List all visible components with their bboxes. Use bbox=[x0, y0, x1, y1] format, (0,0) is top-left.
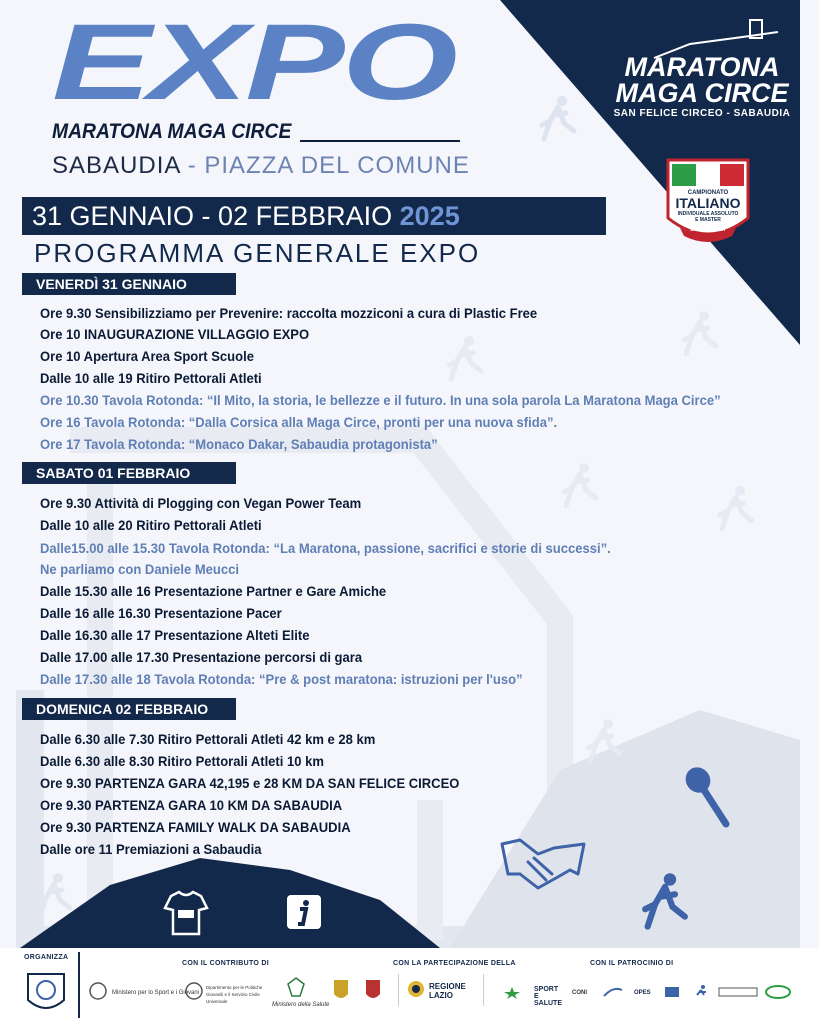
city-crest-icon bbox=[332, 978, 350, 1002]
organizza-label: ORGANIZZA bbox=[24, 954, 69, 961]
event-item: Ore 9.30 Sensibilizziamo per Prevenire: raccolta mozziconi a cura di Plastic Free bbox=[40, 305, 538, 321]
tshirt-icon bbox=[163, 886, 209, 938]
event-item: Ore 10 INAUGURAZIONE VILLAGGIO EXPO bbox=[40, 326, 310, 342]
day-header: DOMENICA 02 FEBBRAIO bbox=[22, 698, 236, 720]
event-item: Dalle 17.00 alle 17.30 Presentazione percorsi di gara bbox=[40, 649, 363, 665]
date-range: 31 GENNAIO - 02 FEBBRAIO bbox=[32, 201, 393, 231]
microphone-icon bbox=[682, 762, 738, 832]
day-header: VENERDÌ 31 GENNAIO bbox=[22, 273, 236, 295]
location-separator: - bbox=[180, 152, 205, 179]
runner-icon bbox=[34, 872, 74, 922]
event-item: Dalle 16 alle 16.30 Presentazione Pacer bbox=[40, 605, 282, 621]
green-logo-icon bbox=[764, 984, 792, 1000]
city-crest-icon bbox=[364, 978, 382, 1002]
flag-icon bbox=[664, 984, 680, 1000]
runner-icon bbox=[640, 872, 690, 934]
patrocinio-label: CON IL PATROCINIO DI bbox=[590, 960, 674, 967]
event-item: Dalle 6.30 alle 7.30 Ritiro Pettorali Atleti 42 km e 28 km bbox=[40, 731, 376, 747]
badge-top: CAMPIONATO bbox=[687, 190, 729, 196]
subtitle-underline bbox=[300, 140, 460, 142]
swoosh-icon bbox=[602, 984, 624, 1000]
date-year: 2025 bbox=[399, 201, 460, 231]
runner-icon bbox=[716, 485, 756, 535]
runner-icon bbox=[538, 95, 578, 145]
contributo-label: CON IL CONTRIBUTO DI bbox=[182, 960, 270, 967]
event-item: Ore 9.30 PARTENZA GARA 10 KM DA SABAUDIA bbox=[40, 797, 343, 813]
emblem-icon bbox=[184, 980, 204, 1002]
star-icon bbox=[502, 986, 522, 1000]
federation-logo-icon bbox=[718, 984, 758, 1000]
sponsor-sport-salute: SPORT E SALUTE bbox=[534, 986, 562, 1007]
date-banner bbox=[22, 197, 606, 235]
sponsor-dipartimento: Dipartimento per le Politiche Giovanili e il Servizio Civile Universale bbox=[206, 985, 263, 1004]
championship-badge bbox=[670, 190, 746, 233]
logo-line-maga-circe: MAGA CIRCE bbox=[615, 78, 789, 108]
badge-sub1: INDIVIDUALE ASSOLUTO bbox=[677, 211, 739, 217]
footer-divider bbox=[78, 952, 80, 1018]
event-item: Ore 16 Tavola Rotonda: “Dalla Corsica alla Maga Circe, pronti per una nuova sfida”. bbox=[40, 414, 558, 430]
event-item: Dalle ore 11 Premiazioni a Sabaudia bbox=[40, 841, 262, 857]
runner-icon bbox=[690, 984, 710, 1000]
regione-lazio-icon bbox=[407, 980, 425, 998]
logo-line-maratona: MARATONA bbox=[624, 52, 780, 82]
event-item: Ore 17 Tavola Rotonda: “Monaco Dakar, Sabaudia protagonista” bbox=[40, 436, 438, 452]
partecipazione-label: CON LA PARTECIPAZIONE DELLA bbox=[393, 960, 516, 967]
event-item: Ore 10 Apertura Area Sport Scuole bbox=[40, 348, 254, 364]
location-place: PIAZZA DEL COMUNE bbox=[204, 152, 470, 179]
sponsor-salute: Ministero della Salute bbox=[272, 1002, 330, 1008]
regione-box bbox=[398, 974, 484, 1006]
sponsor-ministero: Ministero per lo Sport e i Giovani bbox=[112, 990, 200, 996]
badge-foot: DI MARATONA bbox=[690, 227, 726, 233]
runner-icon bbox=[680, 310, 720, 360]
logo-line-towns: SAN FELICE CIRCEO - SABAUDIA bbox=[613, 108, 791, 119]
runner-icon bbox=[584, 718, 624, 768]
location-city: SABAUDIA bbox=[52, 152, 181, 179]
event-item: Dalle 10 alle 19 Ritiro Pettorali Atleti bbox=[40, 370, 262, 386]
event-item: Dalle 15.30 alle 16 Presentazione Partner e Gare Amiche bbox=[40, 583, 387, 599]
footer-sponsors bbox=[0, 948, 819, 1024]
expo-title: EXPO bbox=[52, 1, 456, 122]
event-item: Ore 9.30 PARTENZA GARA 42,195 e 28 KM DA SAN FELICE CIRCEO bbox=[40, 775, 460, 791]
runner-icon bbox=[560, 462, 600, 512]
marathon-logo bbox=[612, 54, 792, 119]
event-location bbox=[52, 152, 470, 180]
program-title: PROGRAMMA GENERALE EXPO bbox=[34, 238, 481, 268]
sponsor-coni: CONI bbox=[572, 990, 587, 996]
event-item: Dalle 16.30 alle 17 Presentazione Alteti Elite bbox=[40, 627, 310, 643]
event-item: Ore 10.30 Tavola Rotonda: “Il Mito, la storia, le bellezze e il futuro. In una sola parola La Maratona Maga Circe” bbox=[40, 392, 721, 408]
day-header: SABATO 01 FEBBRAIO bbox=[22, 462, 236, 484]
emblem-icon bbox=[286, 976, 306, 998]
info-icon bbox=[286, 894, 322, 930]
event-subtitle: MARATONA MAGA CIRCE bbox=[52, 120, 292, 143]
sponsor-regione: REGIONE LAZIO bbox=[429, 982, 466, 1000]
event-item: Ore 9.30 PARTENZA FAMILY WALK DA SABAUDIA bbox=[40, 819, 351, 835]
event-item: Ore 9.30 Attività di Plogging con Vegan Power Team bbox=[40, 495, 362, 511]
handshake-icon bbox=[498, 830, 588, 896]
badge-sub2: E MASTER bbox=[695, 217, 721, 223]
badge-main: ITALIANO bbox=[675, 195, 741, 211]
sponsor-opes: OPES bbox=[634, 990, 651, 996]
event-item: Dalle 10 alle 20 Ritiro Pettorali Atleti bbox=[40, 517, 262, 533]
event-item: Ne parliamo con Daniele Meucci bbox=[40, 561, 239, 577]
organizer-shield-icon bbox=[26, 972, 66, 1016]
event-item: Dalle15.00 alle 15.30 Tavola Rotonda: “La Maratona, passione, sacrifici e storie di successi”. bbox=[40, 540, 611, 556]
event-item: Dalle 17.30 alle 18 Tavola Rotonda: “Pre & post maratona: istruzioni per l'uso” bbox=[40, 671, 523, 687]
event-item: Dalle 6.30 alle 8.30 Ritiro Pettorali Atleti 10 km bbox=[40, 753, 324, 769]
emblem-icon bbox=[88, 980, 108, 1002]
runner-icon bbox=[445, 335, 485, 385]
